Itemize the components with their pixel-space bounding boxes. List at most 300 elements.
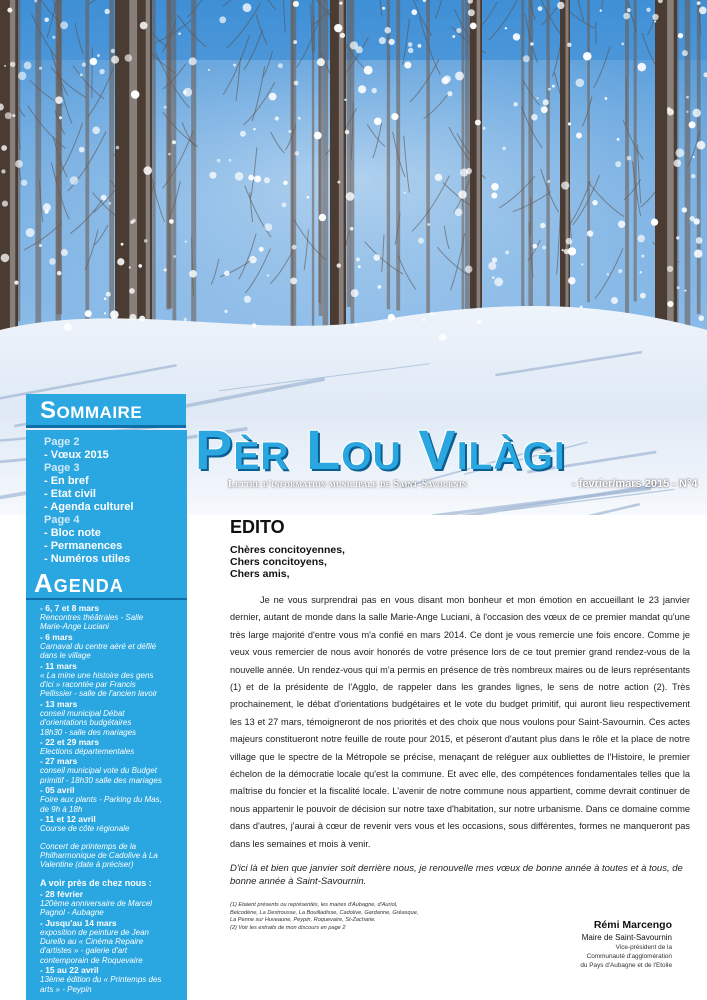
snow-clump (351, 289, 359, 297)
snow-clump (4, 65, 6, 67)
snow-clump (676, 236, 679, 239)
toc-item[interactable]: - Numéros utiles (44, 553, 131, 565)
snow-clump (130, 220, 134, 224)
snow-clump (540, 223, 545, 228)
left-sidebar (26, 430, 187, 1000)
snow-clump (513, 33, 520, 40)
snow-clump (533, 244, 538, 249)
toc-page-label: Page 3 (44, 462, 80, 474)
snow-clump (138, 264, 142, 268)
snow-clump (505, 27, 507, 29)
toc-page-label: Page 2 (44, 436, 80, 448)
snow-clump (294, 81, 299, 86)
snow-clump (475, 120, 481, 126)
snow-clump (298, 117, 301, 120)
newsletter-subtitle: Lettre d'information municipale de Saint-Savournin (228, 479, 468, 490)
snow-clump (617, 138, 620, 141)
agenda-desc: Concert de printemps de la (40, 841, 137, 851)
tree-trunk (697, 0, 701, 314)
snow-clump (404, 62, 411, 69)
snow-clump (682, 50, 688, 56)
tree-trunk (351, 0, 355, 350)
snow-clump (129, 314, 136, 321)
snow-clump (566, 238, 573, 245)
snow-clump (455, 72, 464, 81)
snow-clump (697, 141, 706, 150)
edito-title: EDITO (230, 517, 285, 537)
snow-clump (358, 85, 366, 93)
snow-clump (552, 85, 555, 88)
snow-clump (340, 33, 345, 38)
snow-clump (356, 257, 360, 261)
nearby-heading: A voir près de chez nous : (40, 877, 152, 888)
snow-clump (537, 97, 539, 99)
snow-clump (144, 239, 147, 242)
snow-clump (185, 240, 187, 242)
snow-clump (39, 244, 42, 247)
snow-clump (116, 146, 120, 150)
salutation-line: Chers concitoyens, (230, 556, 327, 568)
snow-clump (492, 257, 497, 262)
snow-clump (55, 96, 63, 104)
snow-clump (646, 8, 650, 12)
agenda-desc: Course de côte régionale (40, 824, 130, 834)
footnote-line: (1) Etaient présents ou représentés, les maires d'Aubagne, d'Auriol, (230, 902, 398, 909)
snow-clump (233, 64, 236, 67)
snow-clump (139, 316, 145, 322)
agenda-desc: de 9h à 18h (40, 804, 83, 814)
snow-clump (384, 27, 391, 34)
snow-clump (339, 2, 342, 5)
snow-clump (618, 220, 625, 227)
footnote-line: La Penne sur Huveaune, Peypin, Roquevaire, St-Zacharie. (230, 917, 376, 924)
toc-item[interactable]: - En bref (44, 475, 89, 487)
snow-clump (85, 310, 92, 317)
snow-clump (607, 273, 610, 276)
snow-clump (698, 315, 704, 321)
snow-clump (104, 312, 106, 314)
snow-clump (408, 48, 413, 53)
snow-clump (189, 270, 197, 278)
snow-clump (39, 67, 42, 70)
snow-clump (64, 323, 72, 331)
snow-clump (543, 99, 549, 105)
snow-clump (334, 24, 342, 32)
agenda-desc: conseil municipal vote du Budget (40, 766, 157, 776)
snow-clump (189, 57, 197, 65)
tree-trunk (312, 0, 314, 359)
signature-detail: Communauté d'agglomération (586, 953, 672, 960)
agenda-desc: Rencontres théâtrales - Salle (40, 613, 144, 622)
snow-clump (615, 161, 621, 167)
tree-trunk (528, 0, 533, 333)
snow-clump (379, 37, 386, 44)
issue-number: - fevrier/mars 2015 - N°4 (572, 478, 698, 490)
snow-clump (466, 168, 472, 174)
edito-body (230, 592, 690, 853)
snow-clump (667, 301, 673, 307)
snow-clump (244, 296, 251, 303)
snow-clump (652, 14, 658, 20)
snow-clump (131, 90, 140, 99)
signature-name: Rémi Marcengo (593, 919, 672, 931)
snow-clump (79, 147, 85, 153)
snow-clump (408, 42, 413, 47)
snow-clump (651, 219, 658, 226)
agenda-entry (40, 756, 184, 785)
snow-clump (59, 116, 62, 119)
tree-trunk (85, 0, 89, 357)
snow-clump (101, 195, 107, 201)
snow-clump (60, 21, 68, 29)
tree-trunk (387, 0, 390, 309)
agenda-desc: dans le village (40, 651, 91, 661)
snow-clump (502, 147, 506, 151)
snow-clump (129, 266, 131, 268)
snow-clump (228, 159, 231, 162)
snow-clump (92, 127, 100, 135)
signature-detail: Vice-président de la (615, 944, 672, 951)
agenda-desc: 18h30 - salle des mariages (40, 727, 137, 737)
snow-clump (581, 263, 583, 265)
snow-clump (172, 140, 176, 144)
snow-clump (293, 1, 299, 7)
snow-clump (358, 265, 361, 268)
snow-clump (97, 54, 100, 57)
agenda-desc: arts » - Peypin (40, 984, 92, 994)
snow-clump (125, 54, 132, 61)
snow-clump (567, 43, 571, 47)
snow-clump (129, 288, 135, 294)
tree-trunk (634, 0, 637, 301)
snow-clump (292, 245, 297, 250)
agenda-desc: d'artistes » - galerie d'art (40, 946, 128, 956)
snow-clump (14, 281, 18, 285)
snow-clump (523, 55, 530, 62)
agenda-date: - 05 avril (40, 785, 75, 796)
snow-clump (1, 145, 7, 151)
snow-clump (49, 258, 56, 265)
snow-clump (627, 156, 632, 161)
toc-item[interactable]: - Etat civil (44, 488, 96, 500)
snow-clump (337, 263, 341, 267)
snow-clump (217, 159, 221, 163)
snow-clump (345, 130, 350, 135)
agenda-desc: contemporain de Roquevaire (40, 955, 143, 965)
toc-page-label: Page 4 (44, 514, 80, 526)
snow-clump (288, 130, 291, 133)
snow-clump (70, 176, 79, 185)
snow-clump (562, 249, 564, 251)
snow-clump (224, 310, 227, 313)
snow-clump (80, 73, 83, 76)
snow-clump (168, 153, 171, 156)
snow-clump (108, 202, 111, 205)
snow-clump (592, 200, 597, 205)
snow-clump (418, 238, 424, 244)
snow-clump (576, 133, 582, 139)
snow-clump (164, 268, 167, 271)
snow-clump (600, 9, 602, 11)
snow-clump (411, 9, 417, 15)
snow-clump (580, 305, 583, 308)
agenda-desc: 13ème édition du « Printemps des (40, 975, 162, 985)
toc-item[interactable]: - Agenda culturel (44, 501, 134, 513)
snow-clump (388, 314, 395, 321)
toc-item[interactable]: - Vœux 2015 (44, 449, 109, 461)
snow-clump (423, 318, 426, 321)
masthead (195, 420, 685, 480)
agenda-date: - 11 et 12 avril (40, 814, 96, 825)
snow-clump (505, 251, 509, 255)
newsletter-title: Pèr Lou Vilàgi (195, 418, 566, 481)
snow-clump (264, 177, 270, 183)
snow-clump (7, 8, 12, 13)
agenda-entry (40, 785, 184, 814)
snow-clump (557, 2, 564, 9)
snow-clump (568, 277, 576, 285)
snow-clump (638, 63, 647, 72)
snow-clump (355, 324, 358, 327)
agenda-desc: exposition de peinture de Jean (40, 927, 149, 937)
snow-clump (356, 46, 363, 53)
snow-clump (267, 274, 269, 276)
snow-clump (640, 293, 646, 299)
agenda-entry (40, 603, 184, 632)
tree-trunk (396, 0, 400, 311)
snow-clump (24, 62, 32, 70)
snow-clump (443, 75, 451, 83)
agenda-date: - 22 et 29 mars (40, 737, 100, 748)
edito-closing: D'ici là et bien que janvier soit derrière nous, je renouvelle mes vœux de bonne année à toutes et à tous, de bonne année à Saint-Savournin. (230, 863, 683, 887)
snow-clump (275, 116, 279, 120)
snow-clump (169, 219, 174, 224)
tree-trunk (172, 0, 176, 330)
snow-clump (219, 16, 226, 23)
snow-clump (605, 97, 608, 100)
snow-clump (61, 249, 68, 256)
agenda-entry (40, 814, 184, 833)
snow-clump (235, 172, 244, 181)
tree-trunk (462, 0, 465, 313)
signature-role: Maire de Saint-Savournin (581, 933, 672, 942)
agenda-desc: d'orientations budgétaires (40, 718, 132, 728)
snow-clump (252, 323, 257, 328)
agenda-desc: Marie-Ange Luciani (40, 622, 109, 632)
snow-clump (430, 312, 433, 315)
agenda-desc: Elections départementales (40, 747, 135, 757)
snow-clump (290, 278, 297, 285)
snow-clump (491, 183, 498, 190)
snow-clump (691, 174, 696, 179)
salutation-line: Chers amis, (230, 568, 290, 580)
signature-detail: du Pays d'Aubagne et de l'Etoile (580, 962, 672, 969)
snow-clump (294, 151, 299, 156)
snow-clump (686, 96, 689, 99)
snow-clump (293, 40, 297, 44)
snow-clump (364, 66, 373, 75)
snow-clump (667, 266, 673, 272)
snow-clump (641, 255, 644, 258)
snow-clump (675, 148, 684, 157)
tree-trunk (546, 0, 549, 321)
tree-trunk (465, 0, 467, 330)
snow-clump (689, 121, 696, 128)
agenda-desc: conseil municipal Débat (40, 708, 125, 718)
tree-trunk (426, 0, 430, 346)
snow-clump (627, 8, 631, 12)
snow-clump (15, 160, 23, 168)
snow-clump (208, 69, 210, 71)
snow-clump (483, 127, 486, 130)
snow-clump (52, 36, 55, 39)
salutation-line: Chères concitoyennes, (230, 544, 345, 556)
snow-clump (253, 128, 255, 130)
snow-clump (106, 292, 111, 297)
snow-clump (1, 254, 10, 263)
editorial-column (220, 517, 700, 932)
snow-clump (183, 88, 192, 97)
snow-clump (677, 286, 680, 289)
agenda-date: - 15 au 22 avril (40, 965, 99, 976)
snow-clump (388, 39, 394, 45)
snow-clump (455, 208, 463, 216)
snow-clump (378, 285, 382, 289)
snow-clump (684, 290, 686, 292)
snow-clump (249, 256, 257, 264)
snow-clump (530, 42, 534, 46)
snow-clump (350, 227, 354, 231)
snow-clump (452, 35, 455, 38)
snow-clump (640, 271, 642, 273)
agenda-desc: Durello au « Cinéma Repaire (40, 936, 144, 946)
snow-clump (568, 247, 576, 255)
toc-item[interactable]: - Bloc note (44, 527, 101, 539)
snow-clump (45, 210, 49, 214)
snow-clump (382, 7, 385, 10)
tree-trunk (152, 0, 156, 341)
snow-clump (439, 333, 447, 341)
table-of-contents (44, 436, 184, 566)
agenda-date: - 27 mars (40, 756, 78, 767)
snow-clump (337, 181, 340, 184)
snow-clump (427, 223, 430, 226)
agenda-entry (40, 632, 184, 661)
footnote-line: (2) Voir les extraits de mon discours en page 2 (230, 924, 346, 931)
snow-clump (568, 122, 571, 125)
agenda-entry (40, 737, 184, 756)
snow-clump (143, 166, 152, 175)
snow-clump (494, 278, 503, 287)
agenda-desc: 120ème anniversaire de Marcel (40, 898, 153, 908)
snow-clump (531, 114, 537, 120)
nearby-entry (40, 918, 184, 966)
agenda-date: - 6, 7 et 8 mars (40, 603, 100, 613)
snow-clump (314, 132, 322, 140)
snow-clump (576, 78, 585, 87)
snow-clump (121, 243, 124, 246)
snow-clump (583, 52, 592, 61)
snow-clump (2, 201, 8, 207)
snow-clump (346, 192, 355, 201)
agenda-list (40, 603, 184, 994)
snow-clump (637, 235, 644, 242)
sommaire-title: Sommaire (40, 397, 143, 424)
agenda-desc: Carnaval du centre aéré et défilé (40, 641, 157, 651)
snow-clump (693, 156, 695, 158)
snow-clump (254, 175, 261, 182)
agenda-date: - 13 mars (40, 698, 78, 709)
agenda-date: - 6 mars (40, 631, 73, 642)
agenda-concert (40, 842, 184, 870)
snow-clump (57, 271, 61, 275)
nearby-entry (40, 965, 184, 994)
snow-clump (699, 7, 707, 15)
agenda-entry (40, 661, 184, 699)
snow-clump (26, 228, 35, 237)
snow-clump (111, 56, 119, 64)
tree-trunk (291, 0, 296, 339)
snow-clump (542, 246, 546, 250)
tree-trunk (191, 0, 196, 352)
agenda-title: Agenda (34, 568, 124, 598)
snow-clump (307, 196, 310, 199)
snow-clump (372, 88, 377, 93)
snow-clump (538, 6, 543, 11)
snow-clump (224, 271, 229, 276)
snow-clump (259, 247, 264, 252)
toc-item[interactable]: - Permanences (44, 540, 123, 552)
snow-clump (491, 192, 497, 198)
snow-clump (269, 93, 277, 101)
tree-trunk (35, 0, 41, 358)
snow-clump (111, 49, 115, 53)
snow-clump (90, 58, 98, 66)
snow-clump (697, 1, 701, 5)
snow-clump (686, 111, 688, 113)
snow-clump (564, 249, 569, 254)
snow-clump (667, 107, 671, 111)
snow-clump (21, 180, 27, 186)
snow-clump (694, 250, 702, 258)
snow-clump (140, 22, 148, 30)
snow-clump (319, 214, 326, 221)
sommaire-banner (26, 394, 186, 428)
snow-clump (456, 28, 461, 33)
snow-clump (184, 318, 187, 321)
snow-clump (690, 216, 695, 221)
snow-clump (404, 192, 406, 194)
snow-clump (99, 69, 104, 74)
snow-clump (561, 181, 569, 189)
snow-clump (492, 276, 495, 279)
snow-clump (447, 91, 452, 96)
snow-clump (696, 237, 703, 244)
agenda-desc: primitif - 18h30 salle des mariages (40, 775, 162, 785)
snow-clump (692, 109, 701, 118)
snow-clump (283, 181, 288, 186)
snow-clump (465, 266, 472, 273)
snow-clump (548, 88, 551, 91)
tree-trunk (319, 0, 323, 316)
signature-block (472, 918, 672, 970)
snow-clump (547, 180, 550, 183)
agenda-desc: Pagnol - Aubagne (40, 908, 104, 918)
snow-clump (164, 106, 167, 109)
snow-clump (682, 207, 687, 212)
snow-clump (12, 114, 15, 117)
snow-clump (391, 113, 398, 120)
